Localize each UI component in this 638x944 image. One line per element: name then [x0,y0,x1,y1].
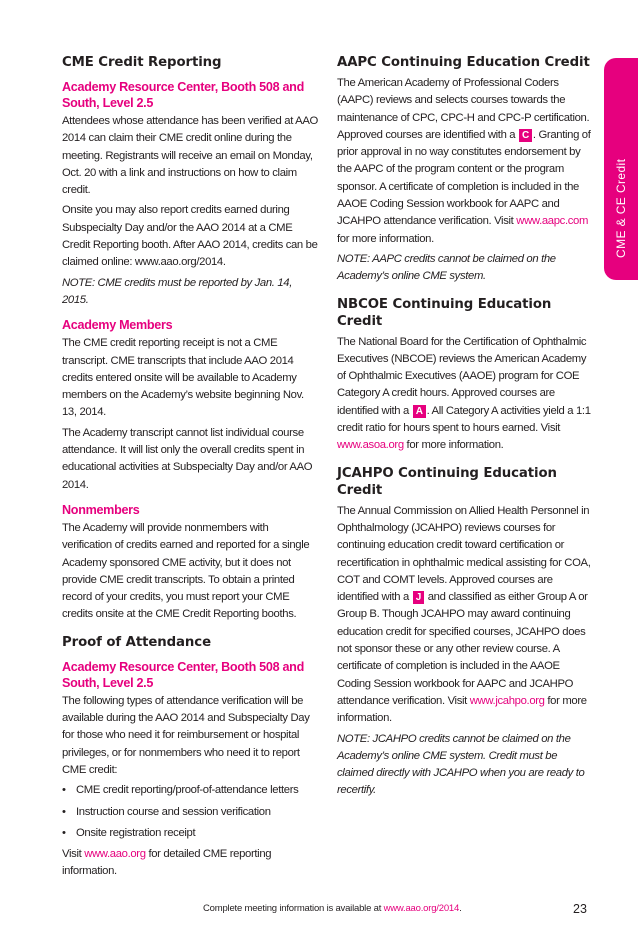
paragraph: Onsite you may also report credits earned during Subspecialty Day and/or the AAO 2014 at a CME Credit Reporting booth. After AAO 2014, credits can be claimed online: www.aao.org/2014. [62,204,318,269]
jcahpo-note: NOTE: JCAHPO credits cannot be claimed on the Academy’s online CME system. Credit must be claimed directly with JCAHPO when you are ready to recertify. [337,732,585,797]
paragraph: The CME credit reporting receipt is not a CME transcript. CME transcripts that include AAO 2014 credits entered onsite will be available to Academy members on the Academy’s website beginning Nov. 13, 2014. [62,337,304,419]
nonmembers-subheading: Nonmembers [62,502,140,517]
paragraph: The Annual Commission on Allied Health Personnel in Ophthalmology (JCAHPO) reviews courses for continuing education credit toward certification or recertification in ophthalmic medical assisting for COA, COT and COMT levels. Approved courses are identified with a J and classified as either Group A or Group B. Though JCAHPO may award continuing education credit for specified courses, JCAHPO does not sponsor these or any other review course. A certificate of completion is included in the AAOE Coding Session workbook for AAPC and JCAHPO attendance verification. Visit www.jcahpo.org for more information. [337,504,591,725]
jcahpo-badge: J [413,591,424,604]
cme-credit-reporting-heading: CME Credit Reporting [62,55,222,70]
page-footer [0,902,638,918]
right-column [337,40,595,803]
paragraph: The Academy transcript cannot list individual course attendance. It will list only the overall credits spent in educational activities at Subspecialty Day and/or AAO 2014. [62,426,313,491]
resource-center-subheading: Academy Resource Center, Booth 508 and South, Level 2.5 [62,659,304,690]
jcahpo-link[interactable]: www.jcahpo.org [469,694,545,707]
resource-center-subheading: Academy Resource Center, Booth 508 and South, Level 2.5 [62,80,304,110]
academy-members-subheading: Academy Members [62,318,173,333]
paragraph: Visit www.aao.org for detailed CME reporting information. [62,848,272,878]
aapc-badge: C [519,129,532,142]
proof-of-attendance-heading: Proof of Attendance [62,634,211,650]
paragraph: The American Academy of Professional Coders (AAPC) reviews and selects courses towards the maintenance of CPC, CPC-H and CPC-P certification. Approved courses are identified with a C . Granting of prior approval in no way constitutes endorsement by the AAPC of the program content or the program sponsor. A certificate of completion is included in the AAOE Coding Session workbook for AAPC and JCAHPO attendance verification. Visit www.aapc.com for more information. [337,77,591,245]
paragraph: The Academy will provide nonmembers with verification of credits earned and reported for a single Academy sponsored CME activity, but it does not provide CME credit transcripts. To obtain a printed record of your credits, you must report your CME credits onsite at the CME Credit Reporting booths. [62,521,310,621]
nbcoe-badge: A [413,405,426,418]
list-item: • CME credit reporting/proof-of-attendance letters [62,782,318,799]
left-column [62,40,318,884]
aapc-note: NOTE: AAPC credits cannot be claimed on the Academy’s online CME system. [337,252,556,283]
footer-link[interactable]: www.aao.org/2014 [383,903,460,914]
nbcoe-heading: NBCOE Continuing Education Credit [337,296,552,329]
aapc-heading: AAPC Continuing Education Credit [337,55,590,70]
aao-link[interactable]: www.aao.org [84,848,146,861]
section-tab-label: CME & CE Credit [614,158,628,258]
jcahpo-heading: JCAHPO Continuing Education Credit [337,465,557,498]
page-number: 23 [573,902,587,916]
bullet-icon: • [62,826,66,839]
cme-note: NOTE: CME credits must be reported by Jan. 14, 2015. [62,276,293,306]
paragraph: The National Board for the Certification of Ophthalmic Executives (NBCOE) reviews the American Academy of Ophthalmic Executives (AAOE) program for COE Category A credit hours. Approved courses are identified with a A . All Category A activities yield a 1:1 credit ratio for hours spent to hours earned. Visit www.asoa.org for more information. [337,335,591,452]
paragraph: Attendees whose attendance has been verified at AAO 2014 can claim their CME credit online during the meeting. Registrants will receive an email on Monday, Oct. 20 with a link and instructions on how to claim credit. [62,115,318,197]
bullet-icon: • [62,784,66,797]
bullet-icon: • [62,805,66,818]
paragraph: The following types of attendance verification will be available during the AAO 2014 and Subspecialty Day for those who need it for reimbursement or hospital privileges, or for nonmembers who need it to report CME credit: [62,694,310,776]
list-item: • Onsite registration receipt [62,825,318,842]
asoa-link[interactable]: www.asoa.org [337,439,404,452]
verification-list [62,782,318,842]
aapc-link[interactable]: www.aapc.com [516,215,589,228]
list-item: • Instruction course and session verification [62,804,318,821]
footer-text: Complete meeting information is available at www.aao.org/2014. [203,903,462,914]
